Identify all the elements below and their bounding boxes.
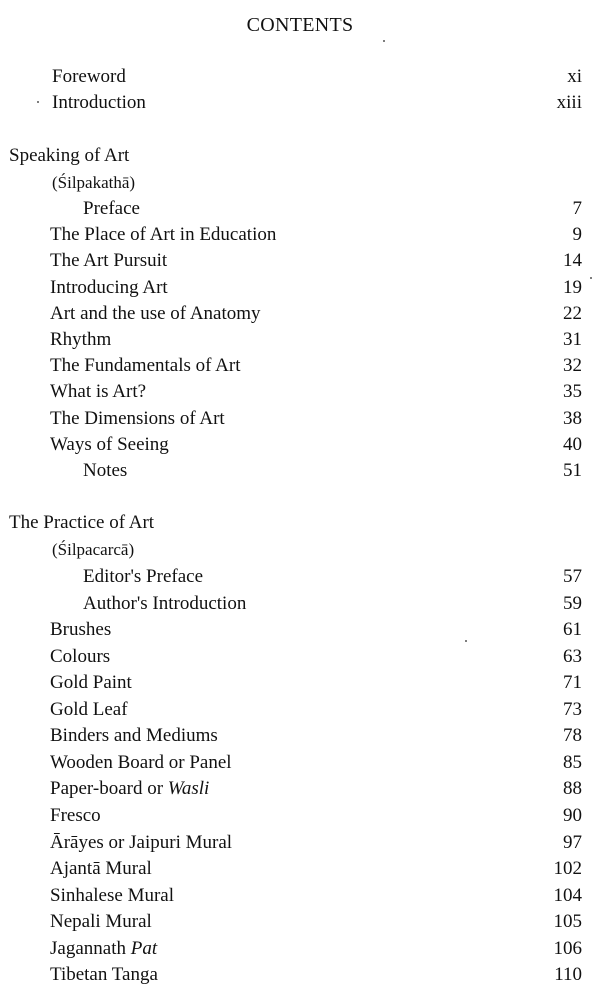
toc-entry-page: 38 xyxy=(563,407,582,429)
toc-entry-label-italic: Pat xyxy=(130,937,158,959)
toc-entry-page: 102 xyxy=(553,858,582,880)
toc-entry[interactable] xyxy=(50,275,582,301)
toc-entry-label: Foreword xyxy=(52,66,126,87)
toc-entry[interactable] xyxy=(50,776,582,802)
toc-entry[interactable] xyxy=(50,248,582,274)
toc-entry[interactable] xyxy=(50,222,582,248)
print-speck xyxy=(465,640,467,642)
toc-entry[interactable] xyxy=(50,803,582,829)
toc-entry-page: 31 xyxy=(563,329,582,350)
toc-entry[interactable] xyxy=(50,406,582,432)
toc-entry-page: 85 xyxy=(563,751,582,773)
toc-entry-page: 51 xyxy=(563,460,582,481)
toc-entry-label: Editor's Preface xyxy=(83,566,204,587)
toc-entry[interactable] xyxy=(50,936,582,962)
toc-entry[interactable] xyxy=(50,750,582,776)
section-subtitle-speaking: (Śilpakathā) xyxy=(52,173,136,192)
toc-entry-label: Nepali Mural xyxy=(50,911,152,933)
toc-entry[interactable] xyxy=(50,962,582,988)
toc-entry-label: The Place of Art in Education xyxy=(50,224,277,246)
toc-entry-page: 71 xyxy=(563,672,582,694)
toc-entry-label: Ways of Seeing xyxy=(50,433,169,455)
toc-entry[interactable] xyxy=(83,458,582,484)
toc-entry-page: xiii xyxy=(556,92,582,113)
toc-entry[interactable] xyxy=(50,909,582,935)
toc-entry-label: Introduction xyxy=(52,92,146,113)
section-title-speaking: Speaking of Art xyxy=(9,145,130,166)
toc-entry-label: Colours xyxy=(50,645,111,667)
toc-entry-page: 7 xyxy=(572,198,582,219)
toc-entry-page: 57 xyxy=(563,566,582,587)
toc-entry-page: 97 xyxy=(563,831,582,853)
toc-entry-foreword[interactable] xyxy=(52,64,582,90)
toc-entry-label: Ajantā Mural xyxy=(50,858,152,880)
toc-entry-label: The Art Pursuit xyxy=(50,250,168,272)
toc-entry[interactable] xyxy=(50,301,582,327)
toc-entry-label: Fresco xyxy=(50,804,101,826)
toc-entry-page: 90 xyxy=(563,804,582,826)
toc-entry[interactable] xyxy=(50,379,582,405)
toc-entry-label: Notes xyxy=(83,460,128,481)
toc-entry-label: Author's Introduction xyxy=(83,592,247,614)
toc-entry[interactable] xyxy=(50,830,582,856)
toc-entry-page: 88 xyxy=(563,778,582,800)
toc-entry-label: Gold Paint xyxy=(50,672,132,694)
toc-entry-label: Ārāyes or Jaipuri Mural xyxy=(50,831,233,853)
toc-entry-page: 110 xyxy=(554,964,582,986)
toc-entry[interactable] xyxy=(50,327,582,353)
toc-entry[interactable] xyxy=(50,432,582,458)
toc-entry[interactable] xyxy=(50,644,582,670)
toc-entry[interactable] xyxy=(83,196,582,222)
toc-entry-label: Art and the use of Anatomy xyxy=(50,302,261,324)
toc-entry-page: xi xyxy=(567,66,582,87)
toc-entry-label: Rhythm xyxy=(50,329,112,350)
toc-entry-page: 59 xyxy=(563,592,582,614)
section-title-practice: The Practice of Art xyxy=(9,512,155,533)
print-speck xyxy=(37,101,39,103)
toc-entry-label: Paper-board or Wasli xyxy=(50,778,210,800)
toc-entry-label-italic: Wasli xyxy=(167,778,210,800)
toc-entry-page: 40 xyxy=(563,433,582,455)
toc-entry-label: The Dimensions of Art xyxy=(50,407,225,429)
toc-entry-page: 104 xyxy=(553,884,582,906)
toc-entry-label: Gold Leaf xyxy=(50,698,128,720)
toc-entry-label: Introducing Art xyxy=(50,276,168,298)
toc-entry[interactable] xyxy=(50,883,582,909)
section-subtitle-practice: (Śilpacarcā) xyxy=(52,540,135,559)
toc-entry-label: What is Art? xyxy=(50,381,147,403)
toc-entry-page: 73 xyxy=(563,698,582,720)
toc-entry-label: Preface xyxy=(83,198,140,219)
toc-entry-page: 78 xyxy=(563,725,582,747)
toc-entry-page: 14 xyxy=(563,250,582,272)
print-speck xyxy=(590,277,592,279)
toc-entry-page: 32 xyxy=(563,355,582,377)
toc-entry-page: 22 xyxy=(563,302,582,324)
toc-entry-page: 106 xyxy=(553,937,582,959)
toc-entry[interactable] xyxy=(50,697,582,723)
toc-entry-page: 19 xyxy=(563,276,582,298)
toc-entry[interactable] xyxy=(50,856,582,882)
toc-entry[interactable] xyxy=(50,723,582,749)
toc-entry-page: 35 xyxy=(563,381,582,403)
toc-entry-label: Sinhalese Mural xyxy=(50,884,175,906)
toc-entry[interactable] xyxy=(50,670,582,696)
toc-entry-label: The Fundamentals of Art xyxy=(50,355,241,377)
toc-entry-label: Jagannath Pat xyxy=(50,937,158,959)
toc-entry[interactable] xyxy=(83,591,582,617)
toc-entry-label: Wooden Board or Panel xyxy=(50,751,232,773)
toc-entry-page: 61 xyxy=(563,619,582,641)
toc-entry-label: Tibetan Tanga xyxy=(50,964,158,986)
print-speck xyxy=(383,40,385,42)
toc-entry[interactable] xyxy=(50,353,582,379)
toc-entry[interactable] xyxy=(50,617,582,643)
toc-entry-page: 9 xyxy=(572,224,582,246)
page-title: CONTENTS xyxy=(246,14,354,36)
toc-entry-page: 63 xyxy=(563,645,582,667)
toc-entry[interactable] xyxy=(83,564,582,590)
toc-entry-label: Brushes xyxy=(50,619,112,641)
toc-entry-page: 105 xyxy=(553,911,582,933)
toc-entry-label: Binders and Mediums xyxy=(50,725,218,747)
toc-entry-introduction[interactable] xyxy=(52,90,582,116)
